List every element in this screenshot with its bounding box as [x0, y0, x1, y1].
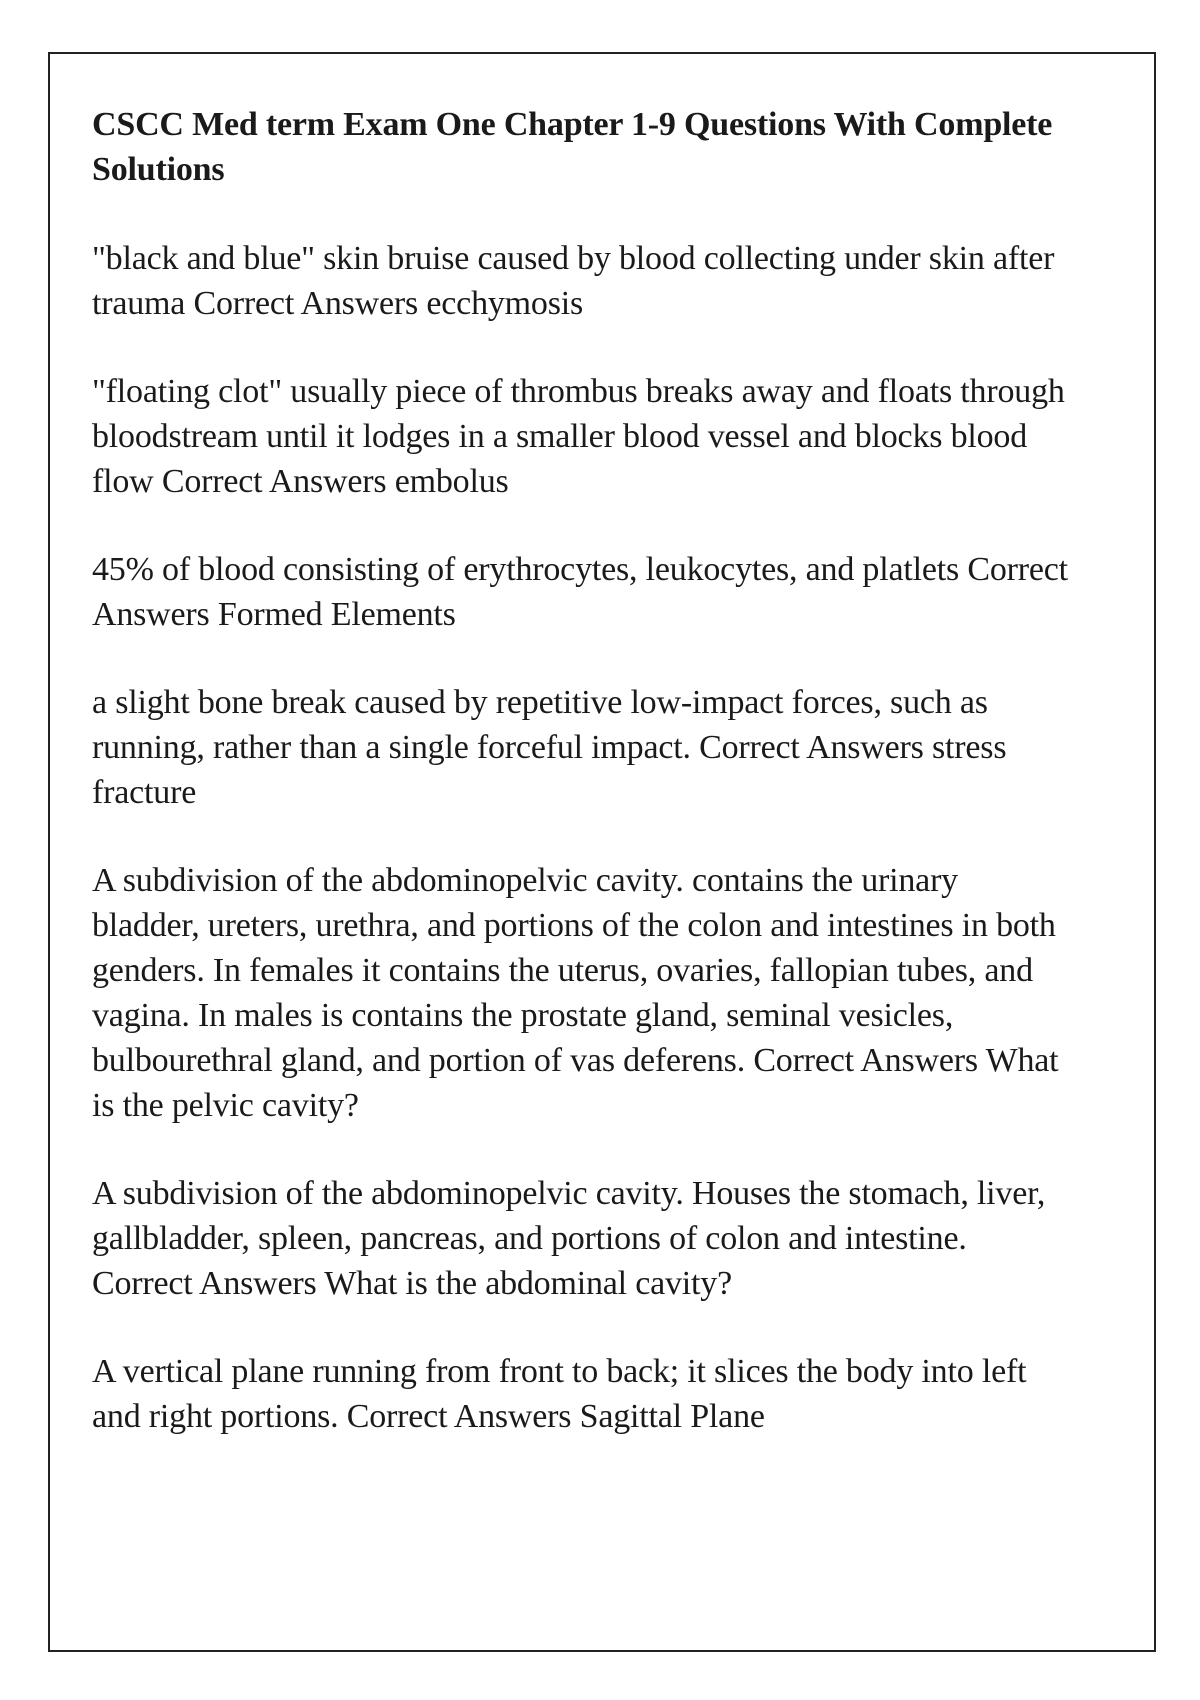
- qa-answer: Sagittal Plane: [579, 1398, 765, 1435]
- document-body: [92, 102, 1072, 1482]
- qa-item: [92, 680, 1072, 815]
- qa-question: A vertical plane running from front to back; it slices the body into left and right portions.: [92, 1353, 1027, 1435]
- qa-answer-marker: Correct Answers: [346, 1398, 572, 1435]
- qa-answer-marker: Correct Answers: [193, 285, 419, 322]
- qa-answer: What is the pelvic cavity?: [92, 1042, 1059, 1124]
- qa-answer: embolus: [394, 463, 509, 500]
- qa-item: [92, 1349, 1072, 1439]
- qa-answer-marker: Correct Answers: [92, 1265, 317, 1302]
- qa-answer: ecchymosis: [426, 285, 584, 322]
- qa-question: a slight bone break caused by repetitive low-impact forces, such as running, rather than a single forceful impact.: [92, 684, 988, 766]
- qa-question: A subdivision of the abdominopelvic cavity. Houses the stomach, liver, gallbladder, spleen, pancreas, and portions of colon and intestine.: [92, 1175, 1046, 1257]
- qa-item: [92, 369, 1072, 504]
- qa-answer-marker: Correct Answers: [753, 1042, 978, 1079]
- qa-item: [92, 547, 1072, 637]
- qa-item: [92, 1171, 1072, 1306]
- qa-answer: Formed Elements: [217, 596, 456, 633]
- qa-question: A subdivision of the abdominopelvic cavity. contains the urinary bladder, ureters, urethra, and portions of the colon and intestines in both genders. In females it contains the uterus, ovaries, fallopian tubes, and vagina. In males is contains the prostate gland, seminal vesicles, bulbourethral gland, and portion of vas deferens.: [92, 862, 1056, 1079]
- qa-answer-marker: Correct Answers: [699, 729, 924, 766]
- qa-answer: stress fracture: [92, 729, 1007, 811]
- document-title: CSCC Med term Exam One Chapter 1-9 Questions With Complete Solutions: [92, 106, 1053, 188]
- qa-item: [92, 858, 1072, 1128]
- qa-item: [92, 236, 1072, 326]
- qa-answer: What is the abdominal cavity?: [324, 1265, 732, 1302]
- qa-question: 45% of blood consisting of erythrocytes, leukocytes, and platlets: [92, 551, 960, 588]
- qa-answer-marker: Correct Answers: [92, 551, 1068, 633]
- qa-question: "floating clot" usually piece of thrombus breaks away and floats through bloodstream until it lodges in a smaller blood vessel and blocks blood flow: [92, 373, 1065, 500]
- qa-answer-marker: Correct Answers: [161, 463, 387, 500]
- qa-question: "black and blue" skin bruise caused by blood collecting under skin after trauma: [92, 240, 1055, 322]
